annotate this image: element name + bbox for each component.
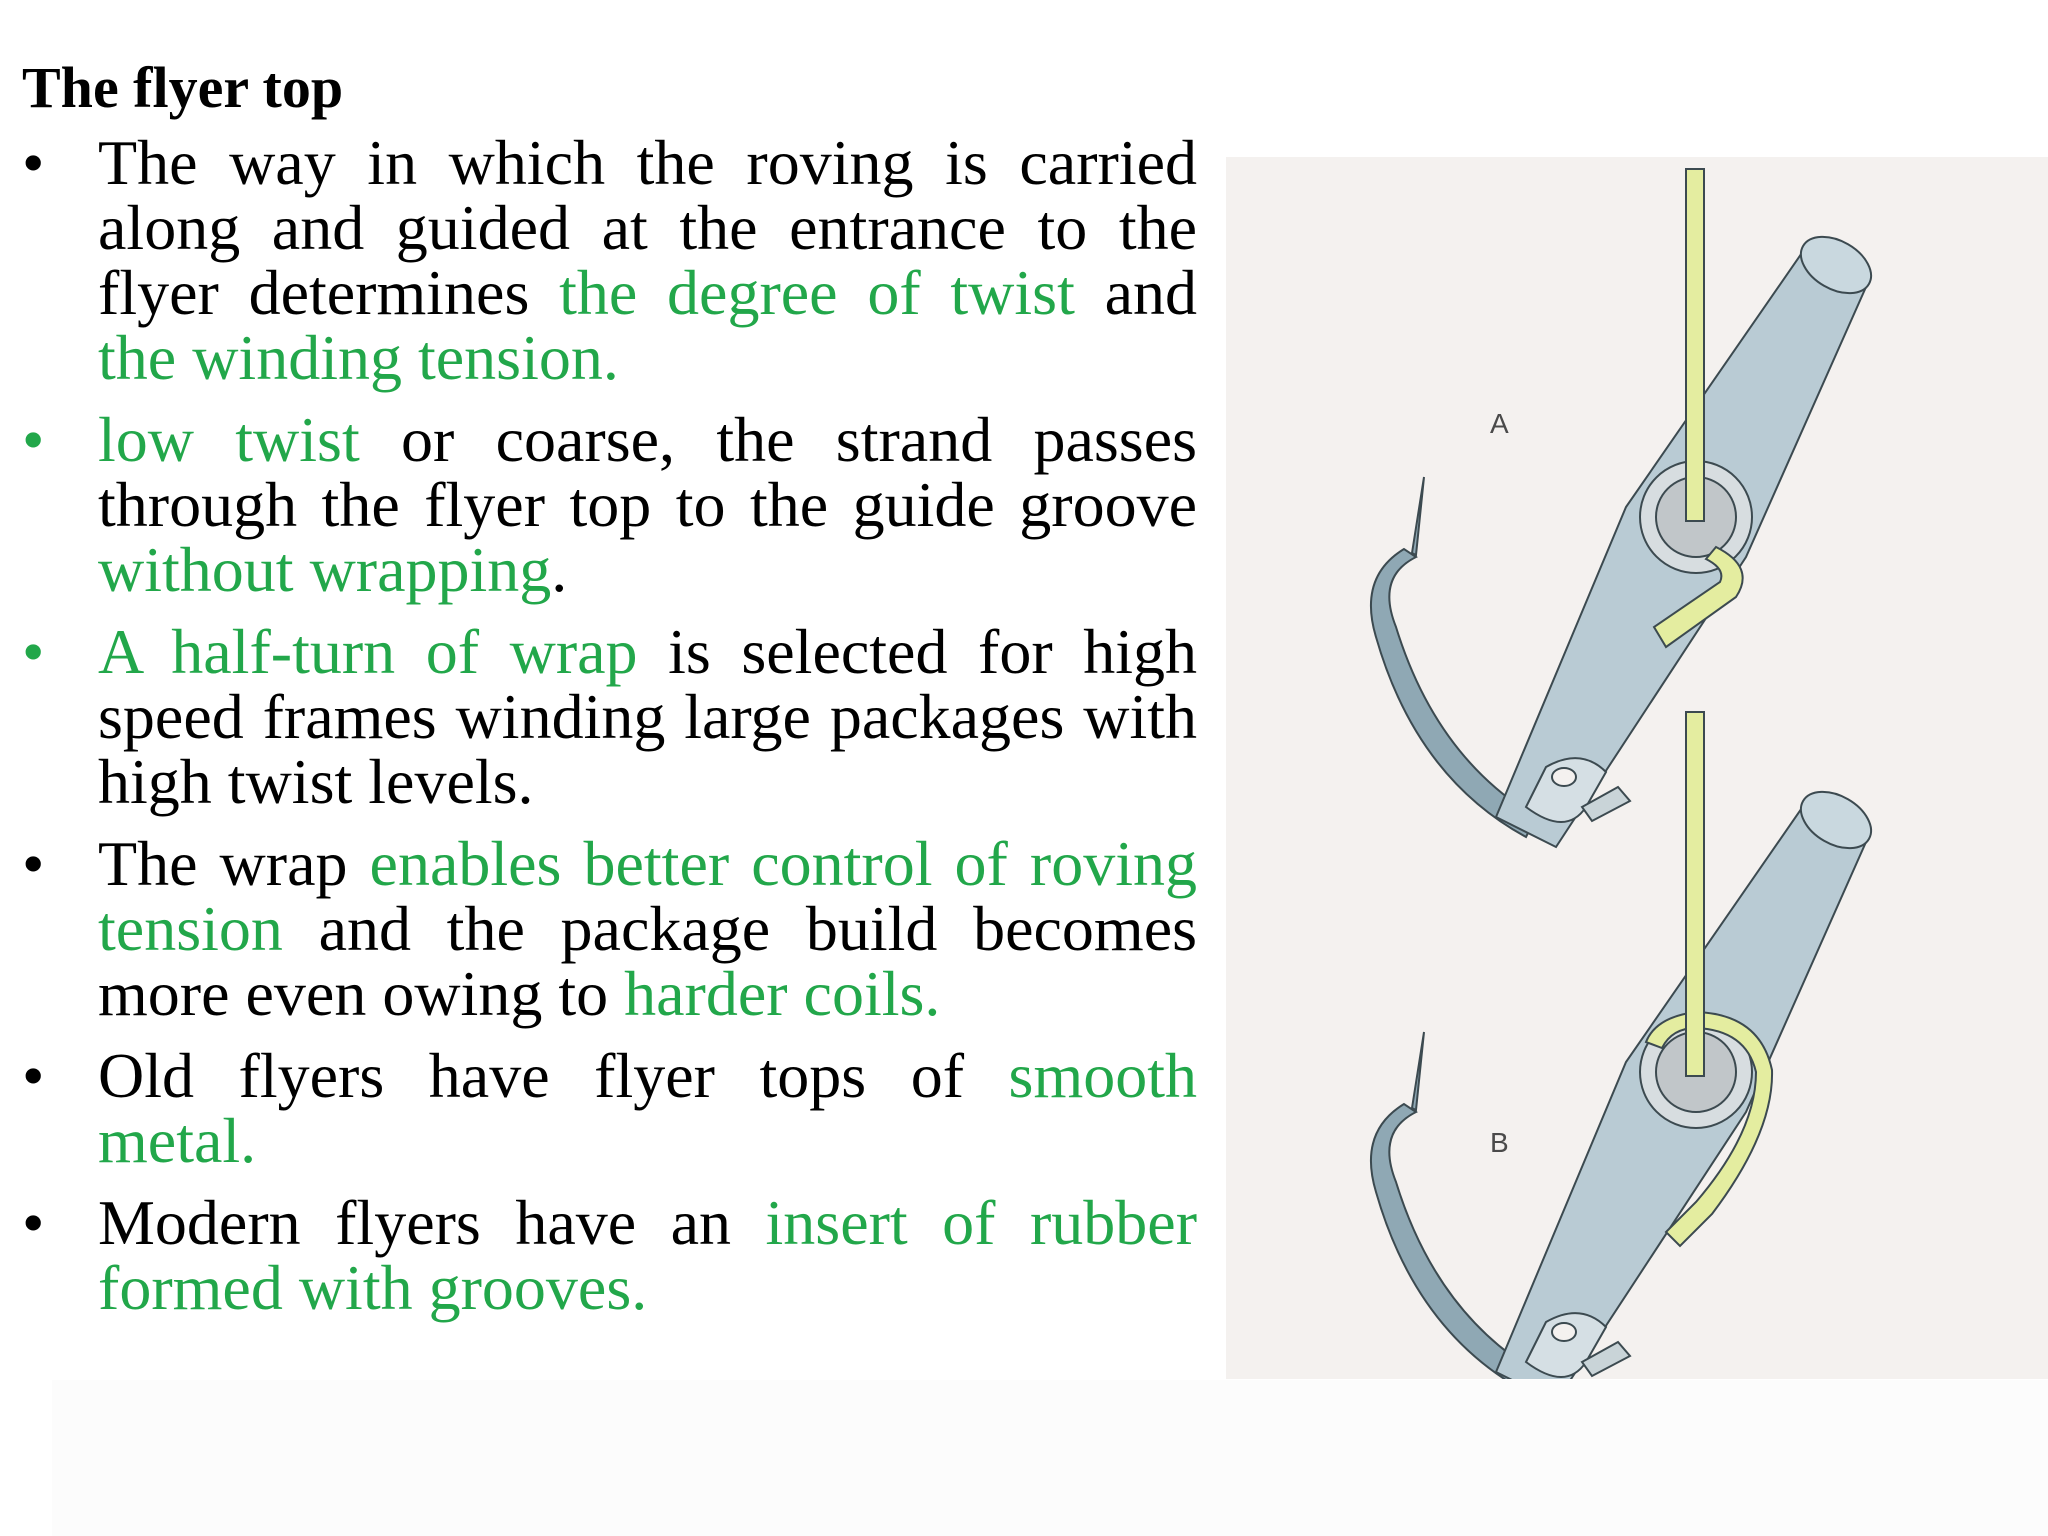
flyer-eyelet-b xyxy=(1552,1323,1576,1341)
bullet-marker: • xyxy=(22,1040,45,1111)
bullet-text: or coarse, the strand passes through the flyer top to the guide groove xyxy=(98,404,1198,540)
bullet-list xyxy=(22,127,1198,1337)
bullet-marker: • xyxy=(22,616,45,687)
roving-strand-b xyxy=(1686,712,1704,1076)
bullet-marker: • xyxy=(22,1187,45,1258)
highlighted-text: low twist xyxy=(98,404,360,475)
bullet-item xyxy=(22,404,1198,605)
bullet-text: Modern flyers have an xyxy=(98,1187,766,1258)
bullet-text: and xyxy=(1074,257,1197,328)
bullet-marker: • xyxy=(22,127,45,198)
highlighted-text: the degree of twist xyxy=(559,257,1075,328)
highlighted-text: smooth metal. xyxy=(98,1040,1197,1176)
bullet-marker: • xyxy=(22,404,45,475)
bullet-item xyxy=(22,127,1197,393)
flyer-eyelet-a xyxy=(1552,768,1576,786)
bullet-text: and the package build becomes more even owing to xyxy=(98,893,1197,1029)
bullet-marker: • xyxy=(22,828,45,899)
bullet-item xyxy=(22,1040,1197,1176)
bullet-item xyxy=(22,616,1198,817)
flyer-top-b xyxy=(1371,712,1881,1379)
bullet-text: The way in which the roving is carried along and guided at the entrance to the flyer determines xyxy=(98,127,1197,328)
flyer-arm-tip-a xyxy=(1412,477,1424,555)
highlighted-text: without wrapping xyxy=(98,534,552,605)
flyer-diagram-svg xyxy=(1226,157,2048,1379)
roving-strand-a xyxy=(1686,169,1704,521)
figure-label-a: A xyxy=(1490,408,1509,439)
flyer-top-illustration xyxy=(1226,157,2048,1379)
flyer-top-a xyxy=(1371,169,1881,847)
highlighted-text: enables better control of roving tension xyxy=(98,828,1197,964)
highlighted-text: harder coils. xyxy=(624,958,941,1029)
bullet-text: Old flyers have flyer tops of xyxy=(98,1040,1009,1111)
page-title: The flyer top xyxy=(22,55,344,120)
slide-background xyxy=(52,1380,2048,1536)
highlighted-text: insert of rubber formed with grooves. xyxy=(98,1187,1197,1323)
bullet-text: The wrap xyxy=(98,828,370,899)
highlighted-text: A half-turn of wrap xyxy=(98,616,638,687)
highlighted-text: the winding tension. xyxy=(98,322,619,393)
bullet-text: is selected for high speed frames winding large packages with high twist levels. xyxy=(98,616,1198,817)
bullet-text: . xyxy=(551,534,568,605)
bullet-item xyxy=(22,828,1197,1029)
bullet-item xyxy=(22,1187,1197,1323)
flyer-arm-tip-b xyxy=(1412,1032,1424,1110)
figure-label-b: B xyxy=(1490,1127,1509,1158)
